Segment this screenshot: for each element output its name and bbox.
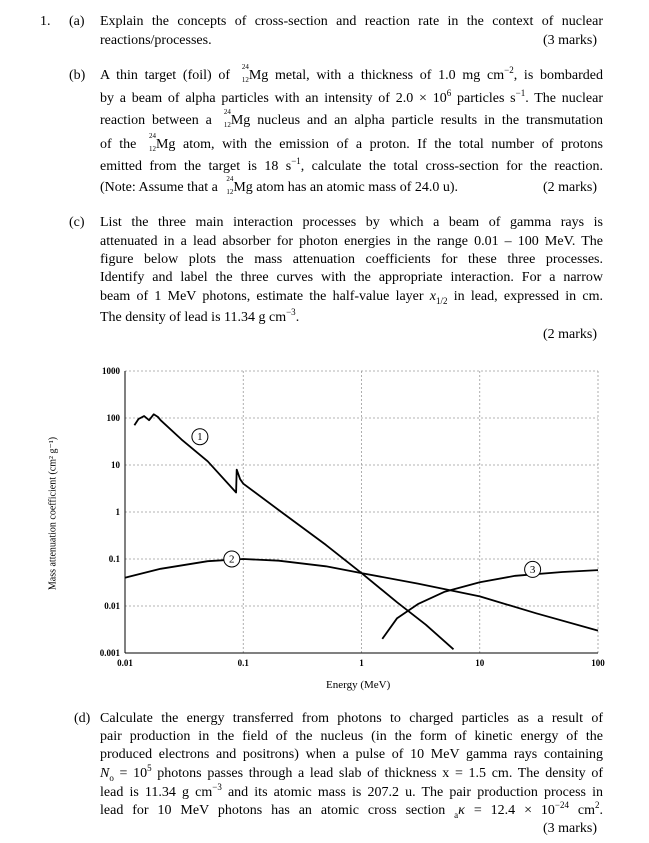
part-b-label: (b) — [69, 68, 86, 83]
y-tick-label: 1000 — [102, 366, 120, 376]
x-tick-label: 1 — [359, 658, 364, 668]
y-tick-label: 0.01 — [104, 601, 120, 611]
part-a-line2: reactions/processes. — [100, 33, 212, 48]
isotope-symbol: 24 12 — [223, 108, 231, 129]
curve-label-1: 1 — [197, 431, 203, 444]
y-tick-label: 100 — [106, 413, 120, 423]
series-3-curve — [382, 570, 598, 639]
series-1-curve — [134, 414, 453, 649]
y-tick-label: 0.001 — [99, 648, 120, 658]
y-tick-label: 10 — [111, 460, 120, 470]
part-d-line2: pair production in the field of the nucleus (in the form of kinetic energy of the — [100, 729, 603, 744]
x-tick-label: 0.1 — [237, 658, 249, 668]
part-d-marks: (3 marks) — [543, 821, 598, 836]
part-a-label: (a) — [69, 14, 85, 29]
part-c-line6: The density of lead is 11.34 g $cm^{-3}$. — [100, 307, 300, 325]
part-b-line5: emitted from the target is 18 $s^{-1}$, calculate the total cross-section for the reaction. — [100, 156, 603, 174]
x-axis-label: Energy (MeV) — [326, 679, 391, 691]
part-c-line2: attenuated in a lead absorber for photon energies in the range 0.01 – 100 MeV. The — [100, 234, 603, 249]
part-c-line5: beam of 1 MeV photons, estimate the half-value layer $x_{1/2}$ in lead, expressed in cm. — [100, 289, 603, 306]
part-b-marks: (2 marks) — [543, 180, 598, 195]
part-c-line3: figure below plots the mass attenuation coefficients for these three processes. — [100, 252, 603, 267]
part-b-line3: reaction between a 24 12 Mg nucleus and an alpha particle results in the transmutation — [100, 108, 603, 129]
y-axis-label: Mass attenuation coefficient (cm² g⁻¹) — [47, 436, 59, 591]
part-c-label: (c) — [69, 215, 85, 230]
part-d-line3: produced electrons and positrons) when a pulse of 10 MeV gamma rays containing — [100, 747, 603, 762]
part-a-line1: Explain the concepts of cross-section and reaction rate in the context of nuclear — [100, 14, 603, 29]
isotope-symbol: 24 12 — [226, 175, 234, 196]
part-c-line4: Identify and label the three curves with the appropriate interaction. For a narrow — [100, 270, 603, 285]
part-d-label: (d) — [74, 711, 91, 726]
x-tick-label: 10 — [475, 658, 485, 668]
attenuation-chart — [60, 355, 620, 700]
isotope-symbol: 24 12 — [148, 132, 156, 153]
x-tick-label: 100 — [591, 658, 605, 668]
y-tick-label: 1 — [115, 507, 120, 517]
part-b-line4: of the 24 12 Mg atom, with the emission of a proton. If the total number of protons — [100, 132, 603, 153]
part-d-line6: lead for 10 MeV photons has an atomic cross section $_a\kappa = 12.4 \times 10^{-24}$ $cm^2$. — [100, 800, 604, 820]
part-c-line1: List the three main interaction processes by which a beam of gamma rays is — [100, 215, 603, 230]
part-b-line6: (Note: Assume that a 24 12 Mg atom has an atomic mass of 24.0 u). — [100, 175, 459, 196]
part-d-line5: lead is 11.34 g $cm^{-3}$ and its atomic mass is 207.2 u. The pair production process in — [100, 782, 604, 800]
curve-label-2: 2 — [229, 553, 235, 566]
part-d-line1: Calculate the energy transferred from photons to charged particles as a result of — [100, 711, 603, 726]
part-b-line2: by a beam of alpha particles with an intensity of $2.0 \times 10^6$ particles $s^{-1}$. The nuclear — [100, 88, 603, 106]
chart-labels — [100, 366, 606, 668]
x-tick-label: 0.01 — [117, 658, 133, 668]
y-tick-label: 0.1 — [108, 554, 120, 564]
part-a-marks: (3 marks) — [543, 33, 598, 48]
question-number: 1. — [40, 14, 51, 29]
part-d-line4: $N_o = 10^5$ photons passes through a lead slab of thickness x = 1.5 cm. The density of — [100, 763, 603, 783]
curve-label-3: 3 — [529, 563, 536, 576]
isotope-symbol: 24 12 — [241, 63, 249, 84]
part-c-marks: (2 marks) — [543, 327, 598, 342]
part-b-line1: A thin target (foil) of 24 12 Mg metal, with a thickness of 1.0 mg $cm^{-2}$, is bombarded — [100, 63, 603, 84]
